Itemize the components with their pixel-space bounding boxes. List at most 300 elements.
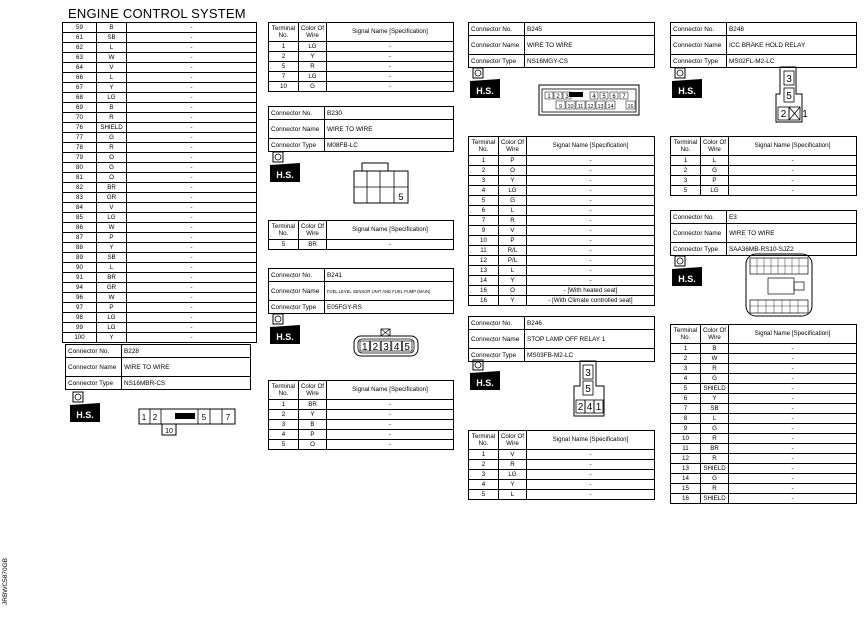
table-row [469, 236, 655, 246]
connector-diagram-b230 [352, 162, 412, 206]
connector-info-b230: Connector No. B230 Connector Name WIRE TO WIRE Connector Type M08FB-LC [268, 106, 454, 152]
wire-color-cell: O [97, 173, 127, 183]
svg-text:1: 1 [595, 402, 602, 413]
terminal-cell: 97 [63, 303, 97, 313]
svg-text:7: 7 [225, 413, 231, 422]
terminal-cell: 5 [469, 196, 499, 206]
svg-text:H.S.: H.S. [276, 170, 294, 180]
connector-info-e3: Connector No. E3 Connector Name WIRE TO WIRE Connector Type SAA36MB-RS10-SJZ2 [670, 210, 857, 256]
terminal-cell: 1 [469, 156, 499, 166]
terminal-cell: 99 [63, 323, 97, 333]
signal-cell: - [729, 186, 857, 196]
wire-color-cell: L [499, 266, 527, 276]
terminal-cell: 12 [469, 256, 499, 266]
table-row [63, 183, 257, 193]
wire-color-cell: BR [97, 273, 127, 283]
terminal-cell: 85 [63, 213, 97, 223]
wire-color-cell: LG [97, 313, 127, 323]
table-row [469, 286, 655, 296]
wire-color-cell: B [97, 23, 127, 33]
signal-cell: - [729, 156, 857, 166]
wire-color-cell: P [701, 176, 729, 186]
wire-color-cell: G [701, 424, 729, 434]
svg-text:2: 2 [577, 402, 584, 413]
table-row [63, 213, 257, 223]
table-row [269, 62, 454, 72]
table-row [671, 166, 857, 176]
terminal-cell: 70 [63, 113, 97, 123]
pin-label: 2 [556, 94, 560, 100]
wire-color-cell: Y [97, 83, 127, 93]
wire-color-cell: L [97, 43, 127, 53]
connector-diagram-b246 [570, 360, 610, 420]
signal-cell: - [729, 374, 857, 384]
terminal-cell: 10 [469, 236, 499, 246]
table-row [63, 193, 257, 203]
signal-cell: - [327, 42, 454, 52]
wire-color-cell: Y [499, 296, 527, 306]
table-row [63, 163, 257, 173]
svg-text:5: 5 [585, 384, 591, 395]
wire-color-cell: SB [701, 404, 729, 414]
table-row [469, 450, 655, 460]
wire-color-cell: SHIELD [97, 123, 127, 133]
wire-color-cell: Y [701, 394, 729, 404]
table-row [671, 354, 857, 364]
terminal-cell: 10 [671, 434, 701, 444]
wire-color-cell: G [97, 133, 127, 143]
terminal-cell: 4 [269, 430, 299, 440]
svg-text:2: 2 [780, 109, 787, 120]
wire-color-cell: L [499, 490, 527, 500]
terminal-cell: 80 [63, 163, 97, 173]
table-row [63, 263, 257, 273]
signal-cell: - [With Climate controlled seat] [527, 296, 655, 306]
signal-cell: - [527, 450, 655, 460]
signal-cell: - [327, 52, 454, 62]
signal-cell: - [527, 206, 655, 216]
terminal-cell: 2 [671, 166, 701, 176]
signal-cell: - [127, 193, 257, 203]
signal-cell: - [327, 400, 454, 410]
signal-cell: - [729, 166, 857, 176]
table-row [469, 266, 655, 276]
hs-icon [672, 254, 702, 286]
terminal-table-e3: Terminal No. Color Of Wire Signal Name [Specification] 1 B - 2 W - 3 R - 4 G - 5 SHIELD - 6 Y - 7 SB - 8 L - 9 G - 10 R - 11 BR - 12 R - 13 SHIELD - 14 G - 15 R - 16 SHIELD - [670, 324, 857, 504]
terminal-cell: 64 [63, 63, 97, 73]
terminal-cell: 63 [63, 53, 97, 63]
signal-cell: - [127, 33, 257, 43]
wire-color-cell: G [499, 196, 527, 206]
wire-color-cell: LG [97, 93, 127, 103]
table-row [63, 33, 257, 43]
pin-label: 5 [602, 94, 606, 100]
terminal-cell: 16 [671, 494, 701, 504]
wire-color-cell: R [97, 113, 127, 123]
signal-cell: - [127, 333, 257, 343]
signal-cell: - [729, 414, 857, 424]
wire-color-cell: P [97, 303, 127, 313]
signal-cell: - [527, 176, 655, 186]
signal-cell: - [729, 494, 857, 504]
wire-color-cell: LG [299, 42, 327, 52]
table-row [63, 113, 257, 123]
table-row [671, 444, 857, 454]
signal-cell: - [729, 454, 857, 464]
signal-cell: - [527, 460, 655, 470]
signal-cell: - [127, 203, 257, 213]
wire-color-cell: LG [701, 186, 729, 196]
signal-cell: - [527, 166, 655, 176]
hs-icon [672, 66, 702, 98]
terminal-table-b241: Terminal No. Color Of Wire Signal Name [Specification] 1 BR - 2 Y - 3 B - 4 P - 5 O - [268, 380, 454, 450]
table-row [269, 240, 454, 250]
signal-cell: - [127, 323, 257, 333]
terminal-table-b246: Terminal No. Color Of Wire Signal Name [Specification] 1 V - 2 R - 3 LG - 4 Y - 5 L - [468, 430, 655, 500]
table-row [469, 176, 655, 186]
signal-cell: - [527, 256, 655, 266]
signal-cell: - [127, 273, 257, 283]
svg-text:H.S.: H.S. [476, 86, 494, 96]
wire-color-cell: LG [499, 186, 527, 196]
wire-color-cell: V [97, 203, 127, 213]
terminal-cell: 7 [469, 216, 499, 226]
table-row [63, 133, 257, 143]
terminal-cell: 1 [469, 450, 499, 460]
terminal-cell: 86 [63, 223, 97, 233]
table-row [671, 394, 857, 404]
table-row [671, 404, 857, 414]
table-row [671, 454, 857, 464]
table-row [63, 303, 257, 313]
table-row [63, 43, 257, 53]
terminal-cell: 13 [671, 464, 701, 474]
terminal-cell: 10 [269, 82, 299, 92]
signal-cell: - [729, 344, 857, 354]
wire-color-cell: P [299, 430, 327, 440]
table-row [269, 42, 454, 52]
wire-color-cell: GR [97, 283, 127, 293]
table-row [671, 186, 857, 196]
signal-cell: - [327, 72, 454, 82]
wire-color-cell: B [97, 103, 127, 113]
connector-diagram-b228 [138, 408, 238, 438]
terminal-cell: 98 [63, 313, 97, 323]
connector-diagram-b245 [538, 84, 642, 118]
wire-color-cell: Y [97, 333, 127, 343]
svg-text:2: 2 [152, 413, 158, 422]
wire-color-cell: BR [299, 240, 327, 250]
wire-color-cell: SHIELD [701, 464, 729, 474]
signal-cell: - [527, 246, 655, 256]
terminal-table-b248: Terminal No. Color Of Wire Signal Name [Specification] 1 L - 2 G - 3 P - 5 LG - [670, 136, 857, 196]
table-row [469, 480, 655, 490]
table-row [671, 424, 857, 434]
signal-cell: - [127, 133, 257, 143]
table-row [671, 464, 857, 474]
terminal-cell: 16 [469, 296, 499, 306]
connector-info-b228: Connector No. B228 Connector Name WIRE TO WIRE Connector Type NS16MBR-CS [65, 344, 251, 390]
table-row [63, 93, 257, 103]
table-row [469, 156, 655, 166]
table-row [469, 196, 655, 206]
terminal-cell: 5 [671, 384, 701, 394]
signal-cell: - [127, 83, 257, 93]
terminal-table-left [62, 22, 257, 343]
terminal-cell: 2 [469, 166, 499, 176]
wire-color-cell: W [97, 53, 127, 63]
wire-color-cell: P [499, 156, 527, 166]
terminal-cell: 6 [671, 394, 701, 404]
signal-cell: - [With heated seat] [527, 286, 655, 296]
wire-color-cell: L [97, 73, 127, 83]
page-title: ENGINE CONTROL SYSTEM [68, 6, 246, 21]
svg-text:H.S.: H.S. [76, 410, 94, 420]
table-row [671, 364, 857, 374]
signal-cell: - [327, 440, 454, 450]
wire-color-cell: V [499, 226, 527, 236]
table-row [469, 206, 655, 216]
table-row [63, 313, 257, 323]
hs-icon [270, 312, 300, 344]
terminal-cell: 3 [469, 470, 499, 480]
pin-label: 7 [622, 94, 626, 100]
signal-cell: - [127, 23, 257, 33]
signal-cell: - [327, 62, 454, 72]
svg-text:4: 4 [586, 402, 593, 413]
signal-cell: - [327, 240, 454, 250]
terminal-cell: 81 [63, 173, 97, 183]
table-row [269, 440, 454, 450]
terminal-cell: 61 [63, 33, 97, 43]
table-row [63, 203, 257, 213]
wire-color-cell: L [499, 206, 527, 216]
wire-color-cell: R/L [499, 246, 527, 256]
connector-info-b248: Connector No. B248 Connector Name ICC BRAKE HOLD RELAY Connector Type MS02FL-M2-LC [670, 22, 857, 68]
signal-cell: - [127, 93, 257, 103]
terminal-cell: 76 [63, 123, 97, 133]
terminal-cell: 7 [269, 72, 299, 82]
table-row [671, 384, 857, 394]
signal-cell: - [729, 364, 857, 374]
table-row [671, 474, 857, 484]
table-row [469, 470, 655, 480]
terminal-cell: 6 [469, 206, 499, 216]
svg-text:5: 5 [398, 192, 404, 202]
terminal-cell: 90 [63, 263, 97, 273]
wire-color-cell: L [701, 414, 729, 424]
pin-label: 9 [558, 104, 563, 110]
signal-cell: - [729, 434, 857, 444]
table-row [269, 400, 454, 410]
pin-label: 4 [592, 94, 596, 100]
signal-cell: - [127, 53, 257, 63]
signal-cell: - [127, 213, 257, 223]
connector-diagram-b248 [770, 66, 810, 126]
terminal-table-b245: Terminal No. Color Of Wire Signal Name [Specification] 1 P - 2 O - 3 Y - 4 LG - 5 G - 6 L - 7 R - 9 V - 10 P - 11 R/L - 12 P/L - 13 L - 14 Y - 16 O - [With heated seat] 16 Y - [With Climate controlled seat] [468, 136, 655, 306]
pin-label: 1 [362, 342, 368, 353]
table-row [269, 82, 454, 92]
terminal-cell: 3 [671, 176, 701, 186]
table-row [671, 484, 857, 494]
wire-color-cell: G [299, 82, 327, 92]
terminal-cell: 91 [63, 273, 97, 283]
svg-text:1: 1 [802, 109, 808, 120]
svg-text:H.S.: H.S. [678, 86, 696, 96]
signal-cell: - [127, 113, 257, 123]
signal-cell: - [127, 253, 257, 263]
wire-color-cell: SHIELD [701, 384, 729, 394]
signal-cell: - [527, 470, 655, 480]
wire-color-cell: R [299, 62, 327, 72]
wire-color-cell: B [299, 420, 327, 430]
wire-color-cell: R [701, 454, 729, 464]
terminal-cell: 2 [671, 354, 701, 364]
pin-label: 2 [372, 342, 379, 353]
wire-color-cell: W [97, 223, 127, 233]
signal-cell: - [127, 163, 257, 173]
signal-cell: - [127, 283, 257, 293]
wire-color-cell: LG [97, 323, 127, 333]
hs-icon [470, 358, 500, 390]
wire-color-cell: Y [97, 243, 127, 253]
signal-cell: - [127, 153, 257, 163]
wire-color-cell: O [499, 286, 527, 296]
signal-cell: - [527, 196, 655, 206]
svg-text:5: 5 [786, 91, 792, 102]
hs-icon [70, 390, 100, 422]
signal-cell: - [127, 223, 257, 233]
wire-color-cell: G [97, 163, 127, 173]
svg-text:H.S.: H.S. [476, 378, 494, 388]
terminal-cell: 88 [63, 243, 97, 253]
signal-cell: - [127, 73, 257, 83]
wire-color-cell: LG [499, 470, 527, 480]
table-row [671, 344, 857, 354]
connector-diagram-e3 [744, 252, 816, 320]
wire-color-cell: R [701, 484, 729, 494]
signal-cell: - [127, 123, 257, 133]
table-row [469, 276, 655, 286]
table-row [63, 123, 257, 133]
signal-cell: - [729, 394, 857, 404]
wire-color-cell: R [701, 434, 729, 444]
signal-cell: - [127, 293, 257, 303]
pin-label: 13 [597, 104, 604, 110]
terminal-cell: 9 [671, 424, 701, 434]
table-row [269, 420, 454, 430]
wire-color-cell: R [499, 460, 527, 470]
terminal-cell: 89 [63, 253, 97, 263]
pin-label: 1 [547, 94, 551, 100]
table-row [63, 233, 257, 243]
table-row [469, 226, 655, 236]
wire-color-cell: BR [97, 183, 127, 193]
wire-color-cell: G [701, 474, 729, 484]
svg-text:10: 10 [165, 428, 173, 435]
terminal-cell: 4 [671, 374, 701, 384]
signal-cell: - [729, 484, 857, 494]
terminal-cell: 1 [269, 42, 299, 52]
signal-cell: - [327, 410, 454, 420]
terminal-cell: 5 [269, 440, 299, 450]
hs-icon [470, 66, 500, 98]
terminal-cell: 11 [671, 444, 701, 454]
wire-color-cell: B [701, 344, 729, 354]
wire-color-cell: V [97, 63, 127, 73]
wire-color-cell: SB [97, 33, 127, 43]
terminal-cell: 1 [671, 156, 701, 166]
terminal-cell: 3 [269, 420, 299, 430]
connector-diagram-b241 [352, 328, 422, 358]
table-row [469, 186, 655, 196]
wire-color-cell: LG [97, 213, 127, 223]
terminal-cell: 5 [671, 186, 701, 196]
wire-color-cell: SHIELD [701, 494, 729, 504]
terminal-cell: 100 [63, 333, 97, 343]
terminal-cell: 12 [671, 454, 701, 464]
terminal-cell: 11 [469, 246, 499, 256]
pin-label: 16 [627, 104, 634, 110]
terminal-cell: 2 [269, 52, 299, 62]
wire-color-cell: W [97, 293, 127, 303]
wire-color-cell: SB [97, 253, 127, 263]
hs-icon [270, 150, 300, 182]
terminal-cell: 1 [671, 344, 701, 354]
table-row [469, 460, 655, 470]
wire-color-cell: LG [299, 72, 327, 82]
table-row [469, 246, 655, 256]
terminal-cell: 62 [63, 43, 97, 53]
table-row [63, 153, 257, 163]
pin-label: 4 [393, 342, 400, 353]
terminal-cell: 77 [63, 133, 97, 143]
signal-cell: - [327, 82, 454, 92]
wire-color-cell: L [701, 156, 729, 166]
signal-cell: - [527, 480, 655, 490]
terminal-cell: 94 [63, 283, 97, 293]
terminal-cell: 4 [469, 186, 499, 196]
table-row [63, 243, 257, 253]
table-row [63, 223, 257, 233]
table-row [469, 216, 655, 226]
table-row [63, 143, 257, 153]
wire-color-cell: P [499, 236, 527, 246]
signal-cell: - [327, 430, 454, 440]
terminal-table-b230: Terminal No. Color Of Wire Signal Name [Specification] 5 BR - [268, 220, 454, 250]
terminal-cell: 66 [63, 73, 97, 83]
signal-cell: - [729, 404, 857, 414]
wire-color-cell: P [97, 233, 127, 243]
terminal-cell: 3 [469, 176, 499, 186]
signal-cell: - [127, 303, 257, 313]
terminal-cell: 67 [63, 83, 97, 93]
signal-cell: - [729, 444, 857, 454]
table-row [269, 410, 454, 420]
wire-color-cell: O [299, 440, 327, 450]
wire-color-cell: Y [299, 410, 327, 420]
signal-cell: - [127, 103, 257, 113]
terminal-cell: 7 [671, 404, 701, 414]
table-row [469, 296, 655, 306]
table-row [671, 434, 857, 444]
wire-color-cell: Y [299, 52, 327, 62]
table-row [269, 430, 454, 440]
table-row [63, 333, 257, 343]
signal-cell: - [127, 183, 257, 193]
wire-color-cell: G [701, 166, 729, 176]
table-row [671, 374, 857, 384]
